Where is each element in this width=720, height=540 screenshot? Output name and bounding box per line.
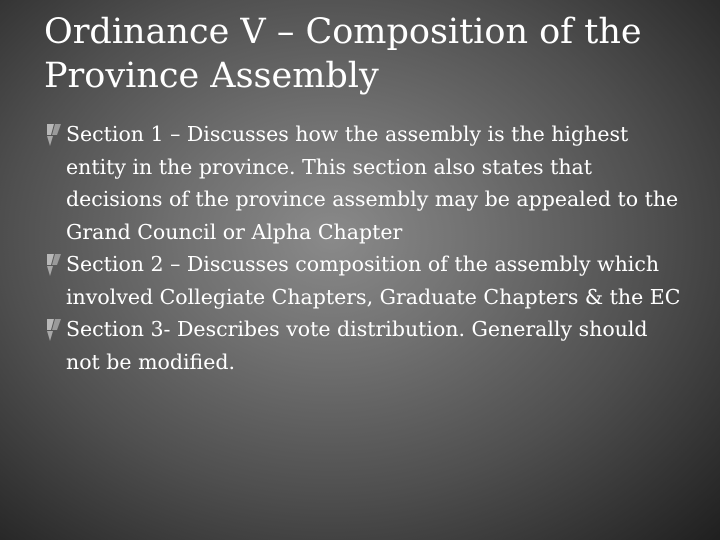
slide-title: Ordinance V – Composition of the Province Assembly <box>44 12 642 96</box>
bullet-item <box>44 248 684 313</box>
ribbon-bullet-icon <box>44 317 64 343</box>
bullet-item <box>44 118 684 248</box>
bullet-text: Section 1 – Discusses how the assembly is the highest entity in the province. This section also states that decisions of the province assembly may be appealed to the Grand Council or Alpha Chapter <box>66 122 679 244</box>
ribbon-bullet-icon <box>44 122 64 148</box>
bullet-list <box>44 118 684 378</box>
bullet-item <box>44 313 684 378</box>
bullet-text: Section 2 – Discusses composition of the assembly which involved Collegiate Chapters, Graduate Chapters & the EC <box>66 252 681 309</box>
bullet-text: Section 3- Describes vote distribution. Generally should not be modified. <box>66 317 648 374</box>
ribbon-bullet-icon <box>44 252 64 278</box>
